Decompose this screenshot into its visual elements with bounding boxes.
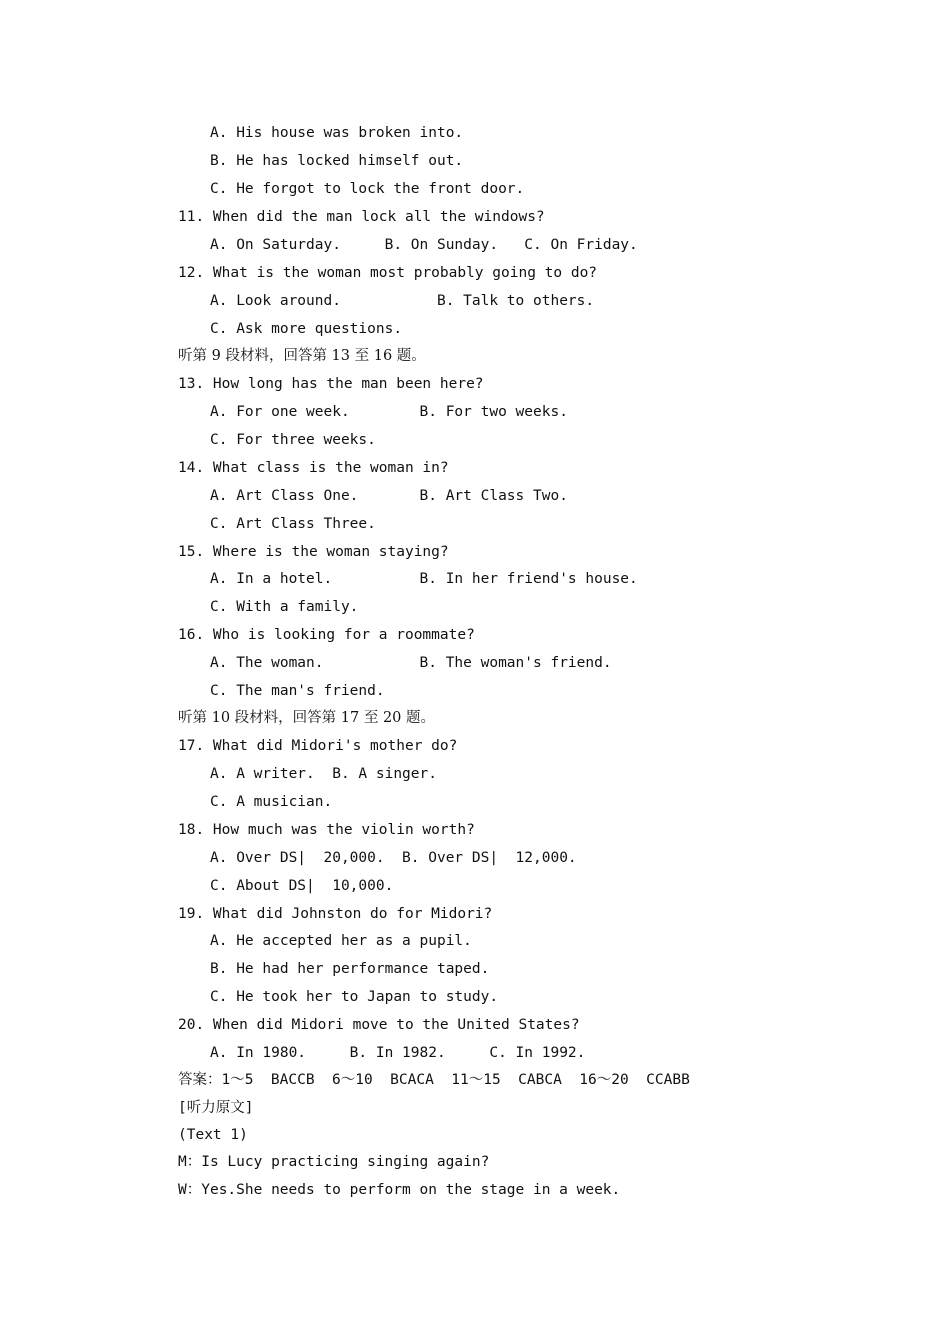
option-line: A. For one week. B. For two weeks.	[210, 404, 568, 420]
question-line: 18. How much was the violin worth?	[178, 822, 475, 838]
option-line: B. He has locked himself out.	[210, 153, 464, 169]
transcript-heading: [听力原文]	[178, 1100, 254, 1116]
question-line: 11. When did the man lock all the windows?	[178, 209, 545, 225]
dialogue-line: W：Yes.She needs to perform on the stage in a week.	[178, 1182, 621, 1198]
question-line: 19. What did Johnston do for Midori?	[178, 906, 493, 922]
text-label: (Text 1)	[178, 1127, 248, 1143]
option-line: C. The man's friend.	[210, 683, 385, 699]
option-line: A. On Saturday. B. On Sunday. C. On Friday.	[210, 237, 638, 253]
option-line: A. In a hotel. B. In her friend's house.	[210, 571, 638, 587]
option-line: A. He accepted her as a pupil.	[210, 933, 472, 949]
option-line: C. He took her to Japan to study.	[210, 989, 499, 1005]
option-line: C. Art Class Three.	[210, 516, 376, 532]
option-line: A. In 1980. B. In 1982. C. In 1992.	[210, 1045, 586, 1061]
section-heading: 听第 9 段材料，回答第 13 至 16 题。	[178, 348, 426, 364]
option-line: C. He forgot to lock the front door.	[210, 181, 525, 197]
question-line: 15. Where is the woman staying?	[178, 544, 449, 560]
question-line: 14. What class is the woman in?	[178, 460, 449, 476]
answer-key-line: 答案：1～5 BACCB 6～10 BCACA 11～15 CABCA 16～20 CCABB	[178, 1072, 690, 1088]
option-line: C. With a family.	[210, 599, 359, 615]
dialogue-line: M：Is Lucy practicing singing again?	[178, 1154, 490, 1170]
option-line: C. A musician.	[210, 794, 333, 810]
question-line: 12. What is the woman most probably going to do?	[178, 265, 598, 281]
question-line: 20. When did Midori move to the United States?	[178, 1017, 580, 1033]
option-line: A. The woman. B. The woman's friend.	[210, 655, 612, 671]
option-line: C. Ask more questions.	[210, 321, 403, 337]
option-line: A. Over DS| 20,000. B. Over DS| 12,000.	[210, 850, 577, 866]
option-line: A. Art Class One. B. Art Class Two.	[210, 488, 568, 504]
option-line: C. About DS| 10,000.	[210, 878, 394, 894]
option-line: C. For three weeks.	[210, 432, 376, 448]
option-line: B. He had her performance taped.	[210, 961, 490, 977]
question-line: 13. How long has the man been here?	[178, 376, 484, 392]
section-heading: 听第 10 段材料，回答第 17 至 20 题。	[178, 710, 436, 726]
option-line: A. Look around. B. Talk to others.	[210, 293, 595, 309]
option-line: A. His house was broken into.	[210, 125, 464, 141]
option-line: A. A writer. B. A singer.	[210, 766, 437, 782]
question-line: 16. Who is looking for a roommate?	[178, 627, 475, 643]
question-line: 17. What did Midori's mother do?	[178, 738, 458, 754]
